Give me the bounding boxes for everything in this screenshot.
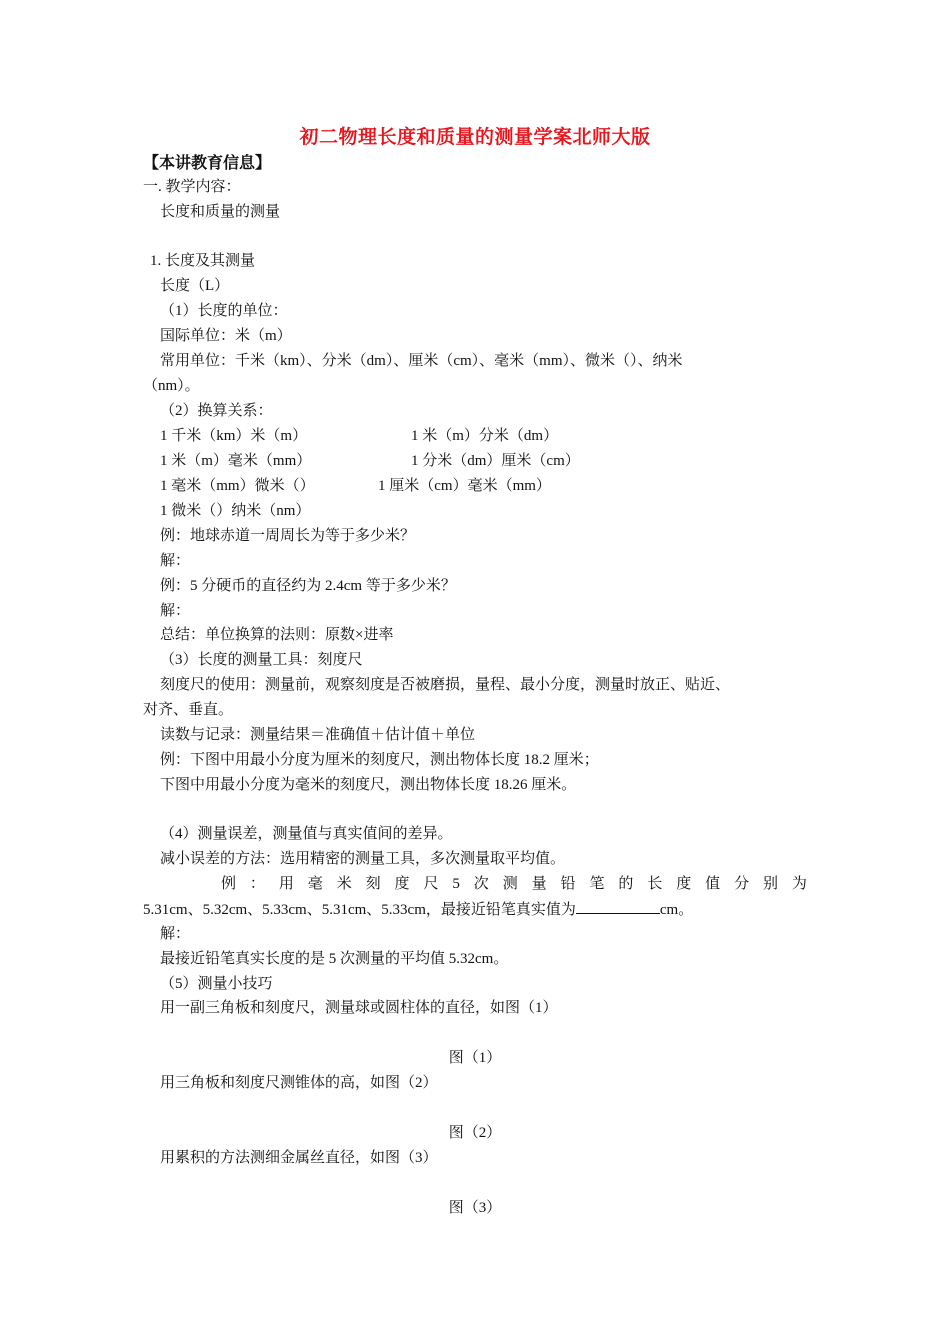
pencil-example-word: 5 xyxy=(452,876,460,892)
example-coin: 例：5 分硬币的直径约为 2.4cm 等于多少米？ xyxy=(160,578,456,594)
example-ruler-mm: 下图中用最小分度为毫米的刻度尺，测出物体长度 18.26 厘米。 xyxy=(160,777,577,793)
common-units-line1: 常用单位：千米（km）、分米（dm）、厘米（cm）、毫米（mm）、微米（）、纳米 xyxy=(160,353,683,369)
conversion-cm-mm: 1 厘米（cm）毫米（mm） xyxy=(378,478,551,494)
reduce-error-method: 减小误差的方法：选用精密的测量工具，多次测量取平均值。 xyxy=(160,851,566,867)
pencil-example-word: ： xyxy=(249,876,265,892)
example-pencil-line1 xyxy=(143,874,807,894)
pencil-example-word: 测 xyxy=(502,876,518,892)
figure-caption-1: 图（1） xyxy=(448,1050,502,1066)
example-equator: 例：地球赤道一周周长为等于多少米？ xyxy=(160,528,416,544)
pencil-example-word: 笔 xyxy=(589,876,605,892)
pencil-example-word: 别 xyxy=(763,876,779,892)
tool-title: （3）长度的测量工具：刻度尺 xyxy=(160,652,363,668)
pencil-example-word: 的 xyxy=(618,876,634,892)
document-title: 初二物理长度和质量的测量学案北师大版 xyxy=(299,126,651,148)
tips-title: （5）测量小技巧 xyxy=(160,976,273,992)
pencil-example-word: 米 xyxy=(336,876,352,892)
teaching-content-text: 长度和质量的测量 xyxy=(160,204,281,220)
ruler-usage-line1: 刻度尺的使用：测量前，观察刻度是否被磨损，量程、最小分度，测量时放正、贴近、 xyxy=(160,677,731,693)
pencil-example-word: 量 xyxy=(531,876,547,892)
conversion-dm-cm: 1 分米（dm）厘米（cm） xyxy=(411,453,580,469)
tip-wire-diameter: 用累积的方法测细金属丝直径，如图（3） xyxy=(160,1150,438,1166)
pencil-example-word: 度 xyxy=(676,876,692,892)
pencil-values: 5.31cm、5.32cm、5.33cm、5.31cm、5.33cm，最接近铅笔真实值为 xyxy=(143,902,576,918)
solution-answer-4: 最接近铅笔真实长度的是 5 次测量的平均值 5.32cm。 xyxy=(160,951,509,967)
error-title: （4）测量误差，测量值与真实值间的差异。 xyxy=(160,826,453,842)
pencil-example-word: 尺 xyxy=(423,876,439,892)
figure-caption-2: 图（2） xyxy=(448,1125,502,1141)
ruler-usage-line2: 对齐、垂直。 xyxy=(143,702,234,718)
pencil-example-word: 度 xyxy=(394,876,410,892)
pencil-example-word: 次 xyxy=(473,876,489,892)
length-symbol: 长度（L） xyxy=(160,278,230,294)
pencil-example-word: 值 xyxy=(705,876,721,892)
conversion-title: （2）换算关系： xyxy=(160,403,273,419)
pencil-example-word: 毫 xyxy=(307,876,323,892)
pencil-example-word: 例 xyxy=(221,876,237,892)
conversion-m-mm: 1 米（m）毫米（mm） xyxy=(160,453,312,469)
section-heading: 【本讲教育信息】 xyxy=(143,153,272,172)
solution-label-4: 解： xyxy=(160,926,191,942)
pencil-example-word: 长 xyxy=(647,876,663,892)
solution-label-1: 解： xyxy=(160,553,191,569)
common-units-line2: （nm）。 xyxy=(143,378,200,394)
solution-label-2: 解： xyxy=(160,603,191,619)
example-ruler-cm: 例：下图中用最小分度为厘米的刻度尺，测出物体长度 18.2 厘米； xyxy=(160,752,599,768)
subsection-length: 1. 长度及其测量 xyxy=(150,253,256,269)
answer-blank xyxy=(576,899,660,914)
figure-caption-3: 图（3） xyxy=(448,1200,502,1216)
international-unit: 国际单位：米（m） xyxy=(160,328,292,344)
conversion-mm-um: 1 毫米（mm）微米（） xyxy=(160,478,315,494)
pencil-example-word: 分 xyxy=(734,876,750,892)
reading-record: 读数与记录：测量结果＝准确值＋估计值＋单位 xyxy=(160,727,476,743)
tip-diameter: 用一副三角板和刻度尺，测量球或圆柱体的直径，如图（1） xyxy=(160,1000,558,1016)
pencil-example-word: 为 xyxy=(791,876,807,892)
conversion-um-nm: 1 微米（）纳米（nm） xyxy=(160,503,311,519)
pencil-example-word: 刻 xyxy=(365,876,381,892)
summary-rule: 总结：单位换算的法则：原数×进率 xyxy=(160,627,394,643)
unit-title: （1）长度的单位： xyxy=(160,303,288,319)
example-pencil-line2 xyxy=(143,899,693,920)
tip-cone-height: 用三角板和刻度尺测锥体的高，如图（2） xyxy=(160,1075,438,1091)
pencil-unit: cm。 xyxy=(659,902,694,918)
pencil-example-word: 用 xyxy=(278,876,294,892)
conversion-km-m: 1 千米（km）米（m） xyxy=(160,428,308,444)
section-label-teaching-content: 一. 教学内容： xyxy=(143,179,241,195)
conversion-m-dm: 1 米（m）分米（dm） xyxy=(411,428,559,444)
pencil-example-word: 铅 xyxy=(560,876,576,892)
